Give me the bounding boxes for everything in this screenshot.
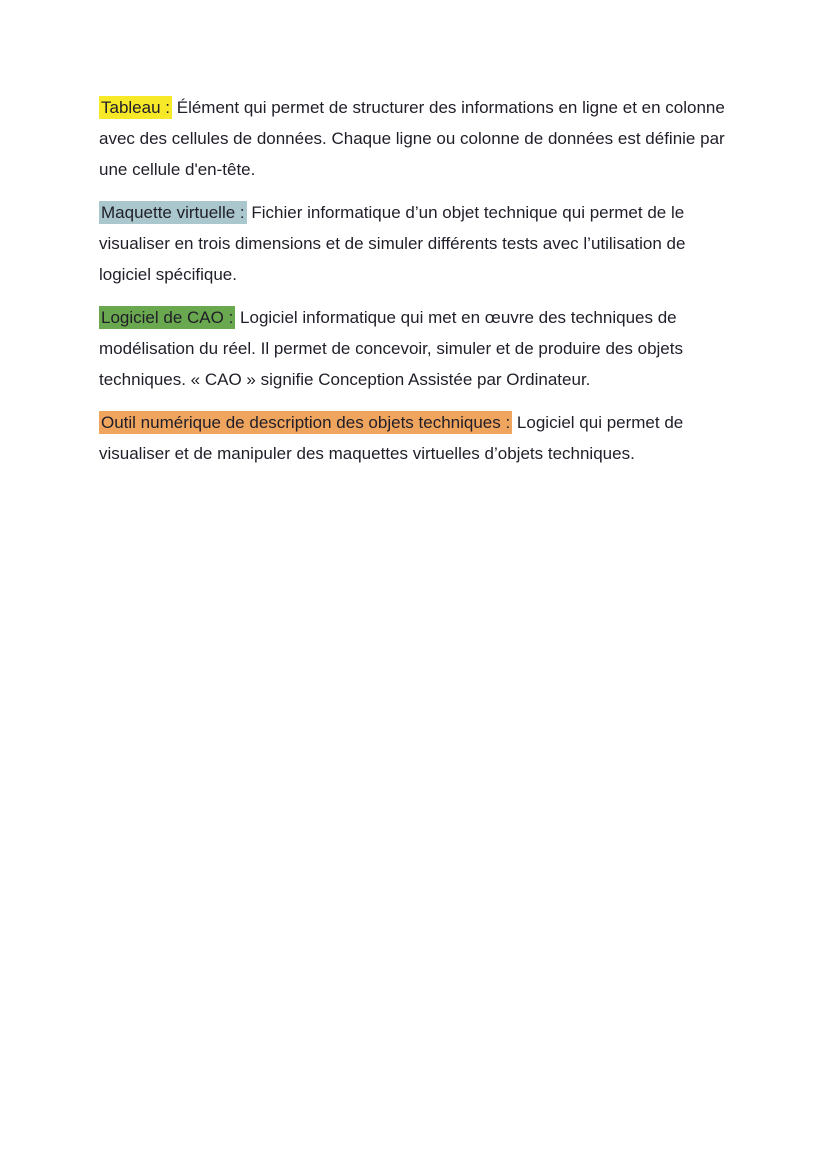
definition-text: Élément qui permet de structurer des informations en ligne et en colonne avec des cellules de données. Chaque ligne ou colonne de données est définie par une cellule d'en-tête. <box>99 98 725 179</box>
definition-text: Fichier informatique d’un objet technique qui permet de le visualiser en trois dimensions et de simuler différents tests avec l’utilisation de logiciel spécifique. <box>99 203 686 284</box>
highlighted-term-logiciel-cao: Logiciel de CAO : <box>101 308 234 327</box>
definition-paragraph-outil-numerique <box>99 407 732 469</box>
definition-paragraph-tableau <box>99 92 732 185</box>
definition-paragraph-maquette-virtuelle <box>99 197 732 290</box>
highlighted-term-maquette-virtuelle: Maquette virtuelle : <box>101 203 245 222</box>
definition-text: Logiciel qui permet de visualiser et de manipuler des maquettes virtuelles d’objets techniques. <box>99 413 684 463</box>
highlighted-term-outil-numerique: Outil numérique de description des objets techniques : <box>101 413 511 432</box>
document-page <box>99 92 732 481</box>
definition-text: Logiciel informatique qui met en œuvre des techniques de modélisation du réel. Il permet de concevoir, simuler et de produire des objets techniques. « CAO » signifie Conception Assistée par Ordinateur. <box>99 308 683 389</box>
definition-paragraph-logiciel-cao <box>99 302 732 395</box>
highlighted-term-tableau: Tableau : <box>101 98 170 117</box>
